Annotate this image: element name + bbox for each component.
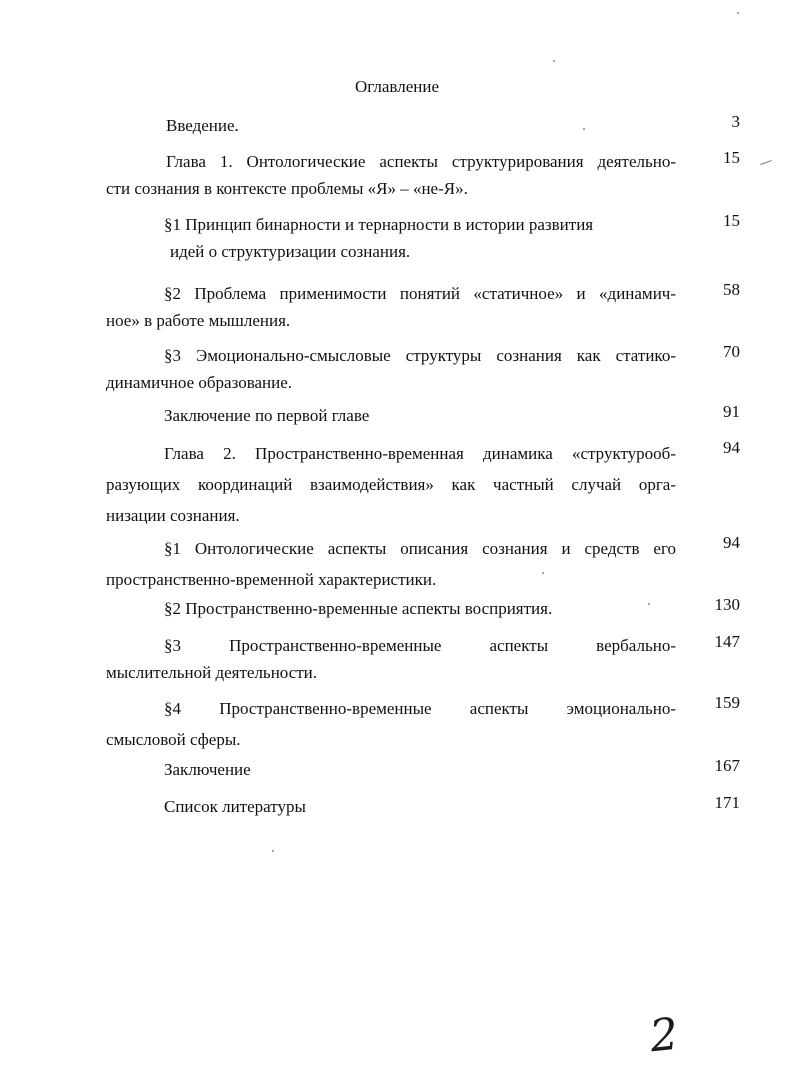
toc-entry-line: Список литературы — [164, 797, 306, 816]
toc-entry-line: низации сознания. — [106, 506, 240, 525]
toc-entry-line: мыслительной деятельности. — [106, 663, 318, 682]
toc-entry-line: Введение. — [166, 116, 239, 135]
toc-entry-chapter-2-section-3 — [106, 632, 676, 686]
toc-entry-line: пространственно-временной характеристики. — [106, 570, 437, 589]
toc-entry-chapter-1-conclusion — [106, 402, 676, 429]
scan-speck — [553, 60, 555, 62]
toc-entry-line: §4 Пространственно-временные аспекты эмоционально- — [164, 699, 676, 718]
toc-entry-line: §2 Проблема применимости понятий «статичное» и «динамич- — [164, 284, 676, 303]
toc-entry-chapter-2 — [106, 438, 676, 531]
toc-page-number: 147 — [714, 632, 740, 651]
handwritten-page-number: 2 — [647, 1008, 681, 1063]
toc-entry-line: идей о структуризации сознания. — [170, 242, 411, 261]
toc-entry-line: ное» в работе мышления. — [106, 311, 291, 330]
toc-entry-line: §1 Принцип бинарности и тернарности в истории развития — [164, 215, 594, 234]
toc-entry-chapter-1-section-2 — [106, 280, 676, 334]
toc-title: Оглавление — [355, 77, 439, 96]
toc-entry-line: §1 Онтологические аспекты описания сознания и средств его — [164, 539, 676, 558]
scan-speck — [272, 850, 274, 852]
toc-entry-chapter-2-section-1 — [106, 533, 676, 595]
toc-page-number: 3 — [731, 112, 740, 131]
toc-page-number: 171 — [714, 793, 740, 812]
toc-page-number: 91 — [723, 402, 740, 421]
toc-entry-line: §3 Пространственно-временные аспекты вербально- — [164, 636, 676, 655]
scan-mark — [760, 160, 772, 165]
toc-page-number: 15 — [723, 211, 740, 230]
toc-entry-line: смысловой сферы. — [106, 730, 241, 749]
toc-entry-bibliography — [106, 793, 676, 820]
toc-entry-chapter-2-section-4 — [106, 693, 676, 755]
toc-entry-line: §2 Пространственно-временные аспекты восприятия. — [164, 599, 553, 618]
toc-page-number: 167 — [714, 756, 740, 775]
toc-entry-line: динамичное образование. — [106, 373, 293, 392]
toc-entry-chapter-1-section-1 — [106, 211, 676, 265]
toc-entry-chapter-1-section-3 — [106, 342, 676, 396]
toc-page-number: 15 — [723, 148, 740, 167]
toc-page-number: 94 — [723, 438, 740, 457]
scan-speck — [648, 603, 650, 605]
toc-page-number: 70 — [723, 342, 740, 361]
toc-entry-line: сти сознания в контексте проблемы «Я» – «не-Я». — [106, 179, 468, 198]
toc-page-number: 94 — [723, 533, 740, 552]
toc-entry-introduction — [106, 112, 676, 139]
toc-entry-line: §3 Эмоционально-смысловые структуры сознания как статико- — [164, 346, 676, 365]
toc-page-number: 159 — [714, 693, 740, 712]
toc-entry-line: разующих координаций взаимодействия» как частный случай орга- — [106, 475, 676, 494]
scan-speck — [583, 128, 585, 130]
toc-entry-conclusion — [106, 756, 676, 783]
scan-speck — [542, 572, 544, 574]
scan-speck — [737, 12, 739, 14]
toc-entry-chapter-1 — [106, 148, 676, 202]
toc-entry-line: Глава 1. Онтологические аспекты структурирования деятельно- — [166, 152, 676, 171]
toc-entry-line: Заключение по первой главе — [164, 406, 370, 425]
toc-entry-line: Глава 2. Пространственно-временная динамика «структурооб- — [164, 444, 676, 463]
toc-entry-chapter-2-section-2 — [106, 595, 676, 622]
toc-page-number: 130 — [714, 595, 740, 614]
toc-page-number: 58 — [723, 280, 740, 299]
toc-entry-line: Заключение — [164, 760, 251, 779]
